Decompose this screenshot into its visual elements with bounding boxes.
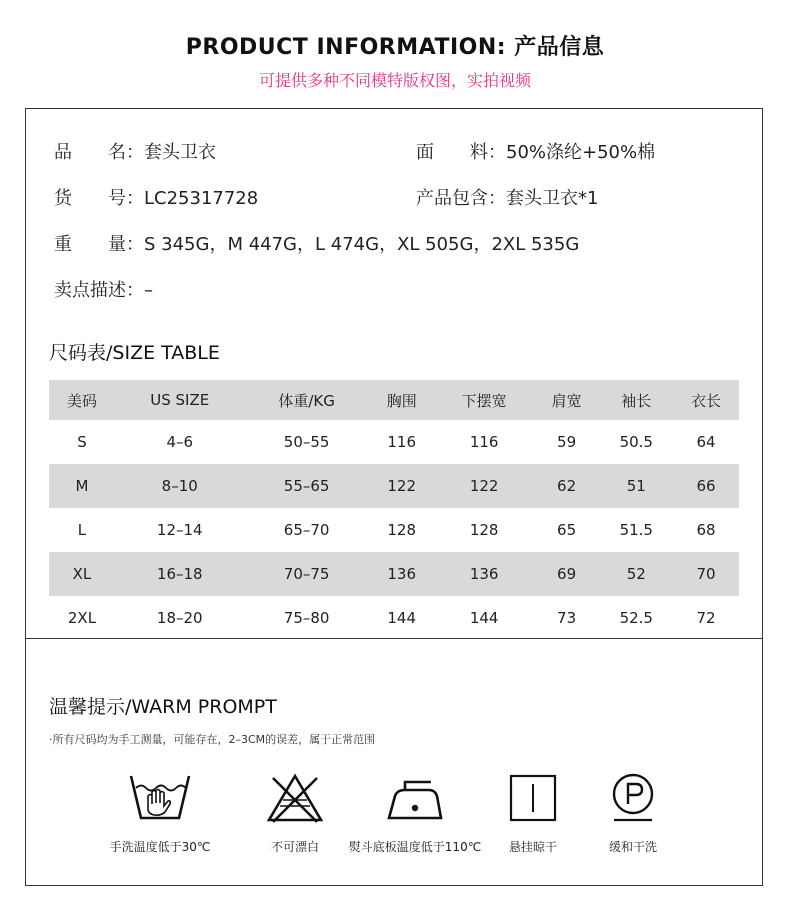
table-cell: XL <box>49 552 115 596</box>
page-title: PRODUCT INFORMATION: 产品信息 <box>185 35 605 60</box>
no-bleach-icon <box>263 770 327 826</box>
table-cell: 144 <box>469 609 499 627</box>
table-cell: 62 <box>534 464 600 508</box>
table-cell: 70–75 <box>245 552 369 596</box>
table-cell: 51 <box>600 464 673 508</box>
table-cell: 128 <box>469 521 499 539</box>
info-fabric <box>416 138 655 164</box>
table-cell: 18–20 <box>156 609 203 627</box>
table-cell: 65–70 <box>283 521 330 539</box>
table-cell: 16–18 <box>115 552 245 596</box>
header-cell: 袖长 <box>600 380 673 420</box>
info-name <box>54 138 216 164</box>
table-cell: 66 <box>673 464 739 508</box>
care-item-dry-clean <box>563 770 703 855</box>
info-fabric-label: 面 料： <box>416 142 506 163</box>
info-desc-value: – <box>144 280 153 301</box>
info-name-label: 品 名： <box>54 142 144 163</box>
info-weight-label: 重 量： <box>54 234 144 255</box>
table-cell: 55–65 <box>245 464 369 508</box>
table-cell: 73 <box>557 609 577 627</box>
info-includes-value: 套头卫衣*1 <box>506 188 599 209</box>
care-item-hand-wash <box>90 770 230 855</box>
header-cell: 衣长 <box>673 380 739 420</box>
table-cell: 116 <box>469 433 499 451</box>
page-subtitle: 可提供多种不同模特版权图，实拍视频 <box>258 71 531 90</box>
table-cell: 75–80 <box>283 609 330 627</box>
iron-low-icon <box>383 770 447 826</box>
table-row <box>49 420 739 464</box>
table-cell: S <box>77 433 87 451</box>
info-includes <box>416 184 598 210</box>
table-cell: L <box>77 521 87 539</box>
table-cell: 116 <box>387 433 417 451</box>
info-weight <box>54 230 579 256</box>
table-cell: 8–10 <box>115 464 245 508</box>
measurement-note: ·所有尺码均为手工测量，可能存在，2–3CM的误差，属于正常范围 <box>49 733 376 746</box>
table-cell: 65 <box>557 521 577 539</box>
table-cell: 59 <box>557 433 577 451</box>
header-cell: US SIZE <box>115 380 245 420</box>
table-row <box>49 596 739 640</box>
info-sku-value: LC25317728 <box>144 188 259 209</box>
table-cell: 52.5 <box>619 609 653 627</box>
info-sku-label: 货 号： <box>54 188 144 209</box>
table-cell: 122 <box>369 464 435 508</box>
table-row <box>49 552 739 596</box>
table-cell: 4–6 <box>166 433 194 451</box>
info-name-value: 套头卫衣 <box>144 142 216 163</box>
size-table-title: 尺码表/SIZE TABLE <box>49 342 220 364</box>
info-sku <box>54 184 258 210</box>
header-cell: 肩宽 <box>534 380 600 420</box>
gentle-dry-clean-icon <box>601 770 665 826</box>
table-cell: 70 <box>673 552 739 596</box>
care-label: 悬挂晾干 <box>508 840 557 854</box>
header-cell: 下摆宽 <box>435 380 534 420</box>
size-table <box>49 380 739 640</box>
care-label: 手洗温度低于30℃ <box>109 840 211 854</box>
info-weight-value: S 345G，M 447G，L 474G，XL 505G，2XL 535G <box>144 234 580 255</box>
table-cell: 122 <box>435 464 534 508</box>
header-cell: 体重/KG <box>245 380 369 420</box>
table-cell: 52 <box>600 552 673 596</box>
hang-dry-icon <box>501 770 565 826</box>
table-cell: 50–55 <box>283 433 330 451</box>
info-desc <box>54 276 153 302</box>
table-cell: 2XL <box>67 609 97 627</box>
table-cell: 136 <box>369 552 435 596</box>
info-fabric-value: 50%涤纶+50%棉 <box>506 142 656 163</box>
hand-wash-icon <box>128 770 192 826</box>
table-cell: 50.5 <box>619 433 653 451</box>
info-desc-label: 卖点描述： <box>54 280 144 301</box>
header-cell: 胸围 <box>369 380 435 420</box>
table-cell: 12–14 <box>156 521 203 539</box>
care-label: 不可漂白 <box>270 840 319 854</box>
size-table-header <box>49 380 739 420</box>
table-row <box>49 464 739 508</box>
care-label: 缓和干洗 <box>608 840 657 854</box>
table-cell: 136 <box>435 552 534 596</box>
table-cell: 51.5 <box>619 521 653 539</box>
table-cell: 69 <box>534 552 600 596</box>
table-cell: 72 <box>696 609 716 627</box>
table-cell: M <box>49 464 115 508</box>
care-item-no-bleach <box>225 770 365 855</box>
table-row <box>49 508 739 552</box>
warm-prompt-title: 温馨提示/WARM PROMPT <box>49 696 277 718</box>
table-cell: 64 <box>696 433 716 451</box>
header-cell: 美码 <box>49 380 115 420</box>
table-cell: 144 <box>387 609 417 627</box>
table-cell: 68 <box>696 521 716 539</box>
table-cell: 128 <box>387 521 417 539</box>
care-label: 熨斗底板温度低于110℃ <box>348 840 482 854</box>
info-includes-label: 产品包含： <box>416 188 506 209</box>
